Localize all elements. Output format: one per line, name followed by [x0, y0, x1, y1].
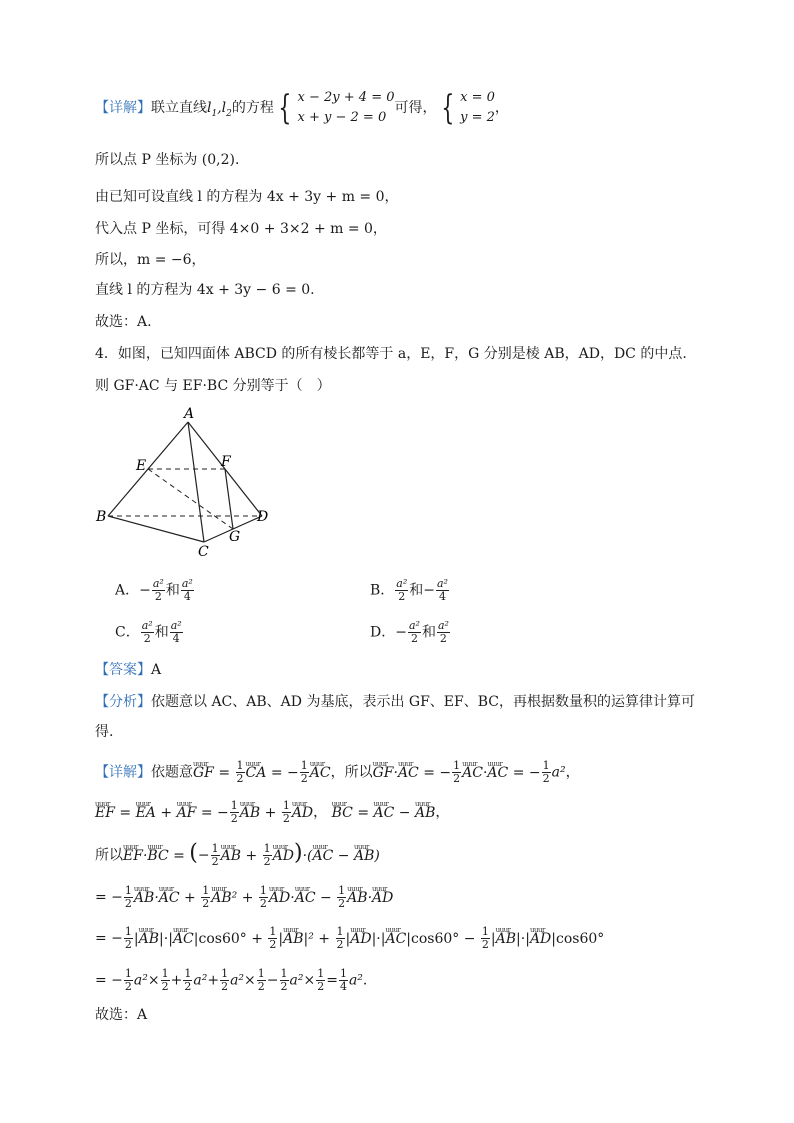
final-choice: 故选：A [95, 1007, 148, 1023]
detail2-line6: = − $\frac{1}{2}$ a²× $\frac{1}{2}$ + $\frac{1}{2}$ a²+ $\frac{1}{2}$ a²× $\frac{1}{2}$ − $\frac{1}{2}$ a²× $\frac{1}{2}$ = $\frac{1}{4}$ a². [95, 967, 368, 993]
label-F: F [221, 454, 231, 470]
tetrahedron-figure [90, 400, 290, 565]
detail2-line5: = − $\frac{1}{2}$ |uuur AB|·|uuur AC|cos60° + $\frac{1}{2}$ |uuur AB|² + $\frac{1}{2}$ |uuur AD|·|uuur AC|cos60° − $\frac{1}{2}$ |uuur AB|·|uuur AD|cos60° [95, 926, 604, 951]
solution-system: x = 0 y = 2 [460, 90, 495, 125]
text-line: 直线 l 的方程为 4x + 3y − 6 = 0. [95, 282, 315, 298]
text-line: 代入点 P 坐标，可得 4×0 + 3×2 + m = 0， [95, 221, 387, 237]
question-line: 4．如图，已知四面体 ABCD 的所有棱长都等于 a，E，F，G 分别是棱 AB，AD，DC 的中点. [95, 346, 687, 362]
text-line: 故选：A. [95, 314, 152, 330]
detail2-line4: = − $\frac{1}{2}$ uuur AB·uuur AC + $\frac{1}{2}$ uuur AB² + $\frac{1}{2}$ uuur AD·uuur AC − $\frac{1}{2}$ uuur AB·uuur AD [95, 885, 393, 910]
label-E: E [136, 458, 147, 474]
detail2-line2: uuur EF = uuur EA + uuur AF = − $\frac{1}{2}$ uuur AB + $\frac{1}{2}$ uuur AD， uuur BC = uuur AC − uuur AB， [95, 800, 449, 825]
detail2-line3: 所以uuur EF·uuur BC = (− $\frac{1}{2}$ uuur AB + $\frac{1}{2}$ uuur AD)·(uuur AC − uuur AB) [95, 843, 380, 868]
option-b[interactable]: B． $\frac{\text{a²}}{2}$ 和− $\frac{\text{a²}}{4}$ [370, 577, 448, 603]
label-G: G [229, 529, 241, 545]
edge-BC [108, 516, 204, 542]
equation-system: x − 2y + 4 = 0 x + y − 2 = 0 [297, 90, 395, 125]
option-d[interactable]: D．− $\frac{\text{a²}}{2}$ 和 $\frac{\text{a²}}{2}$ [370, 619, 449, 645]
answer-line: 【答案】A [95, 662, 162, 678]
label-B: B [96, 509, 107, 525]
analysis-line: 【分析】依题意以 AC、AB、AD 为基底，表示出 GF、EF、BC，再根据数量积的运算律计算可 [95, 694, 695, 710]
option-c[interactable]: C． $\frac{\text{a²}}{2}$ 和 $\frac{\text{a²}}{4}$ [115, 619, 182, 645]
text-line: 所以，m = −6， [95, 252, 206, 268]
option-a[interactable]: A．− $\frac{\text{a²}}{2}$ 和 $\frac{\text{a²}}{4}$ [115, 577, 193, 603]
text-line: 所以点 P 坐标为 (0,2). [95, 152, 240, 168]
detail2-line1: 【详解】依题意uuur GF = $\frac{1}{2}$ uuur CA = − $\frac{1}{2}$ uuur AC，所以uuur GF·uuur AC = − $\frac{1}{2}$ uuur AC·uuur AC = − $\frac{1}{2}$ a²， [95, 760, 580, 785]
detail-tag: 【详解】 [95, 100, 151, 116]
segment-EG [148, 469, 233, 529]
question-line: 则 GF·AC 与 EF·BC 分别等于（ ） [95, 378, 331, 394]
label-A: A [184, 406, 195, 422]
label-D: D [257, 509, 269, 525]
label-C: C [198, 544, 209, 560]
text-line: 由已知可设直线 l 的方程为 4x + 3y + m = 0， [95, 189, 399, 205]
analysis-line-2: 得. [95, 724, 114, 740]
detail1-line: 【详解】联立直线$l_1,l_2$的方程 { x − 2y + 4 = 0 x + y − 2 = 0 可得， { x = 0 y = 2 ， [95, 88, 509, 128]
